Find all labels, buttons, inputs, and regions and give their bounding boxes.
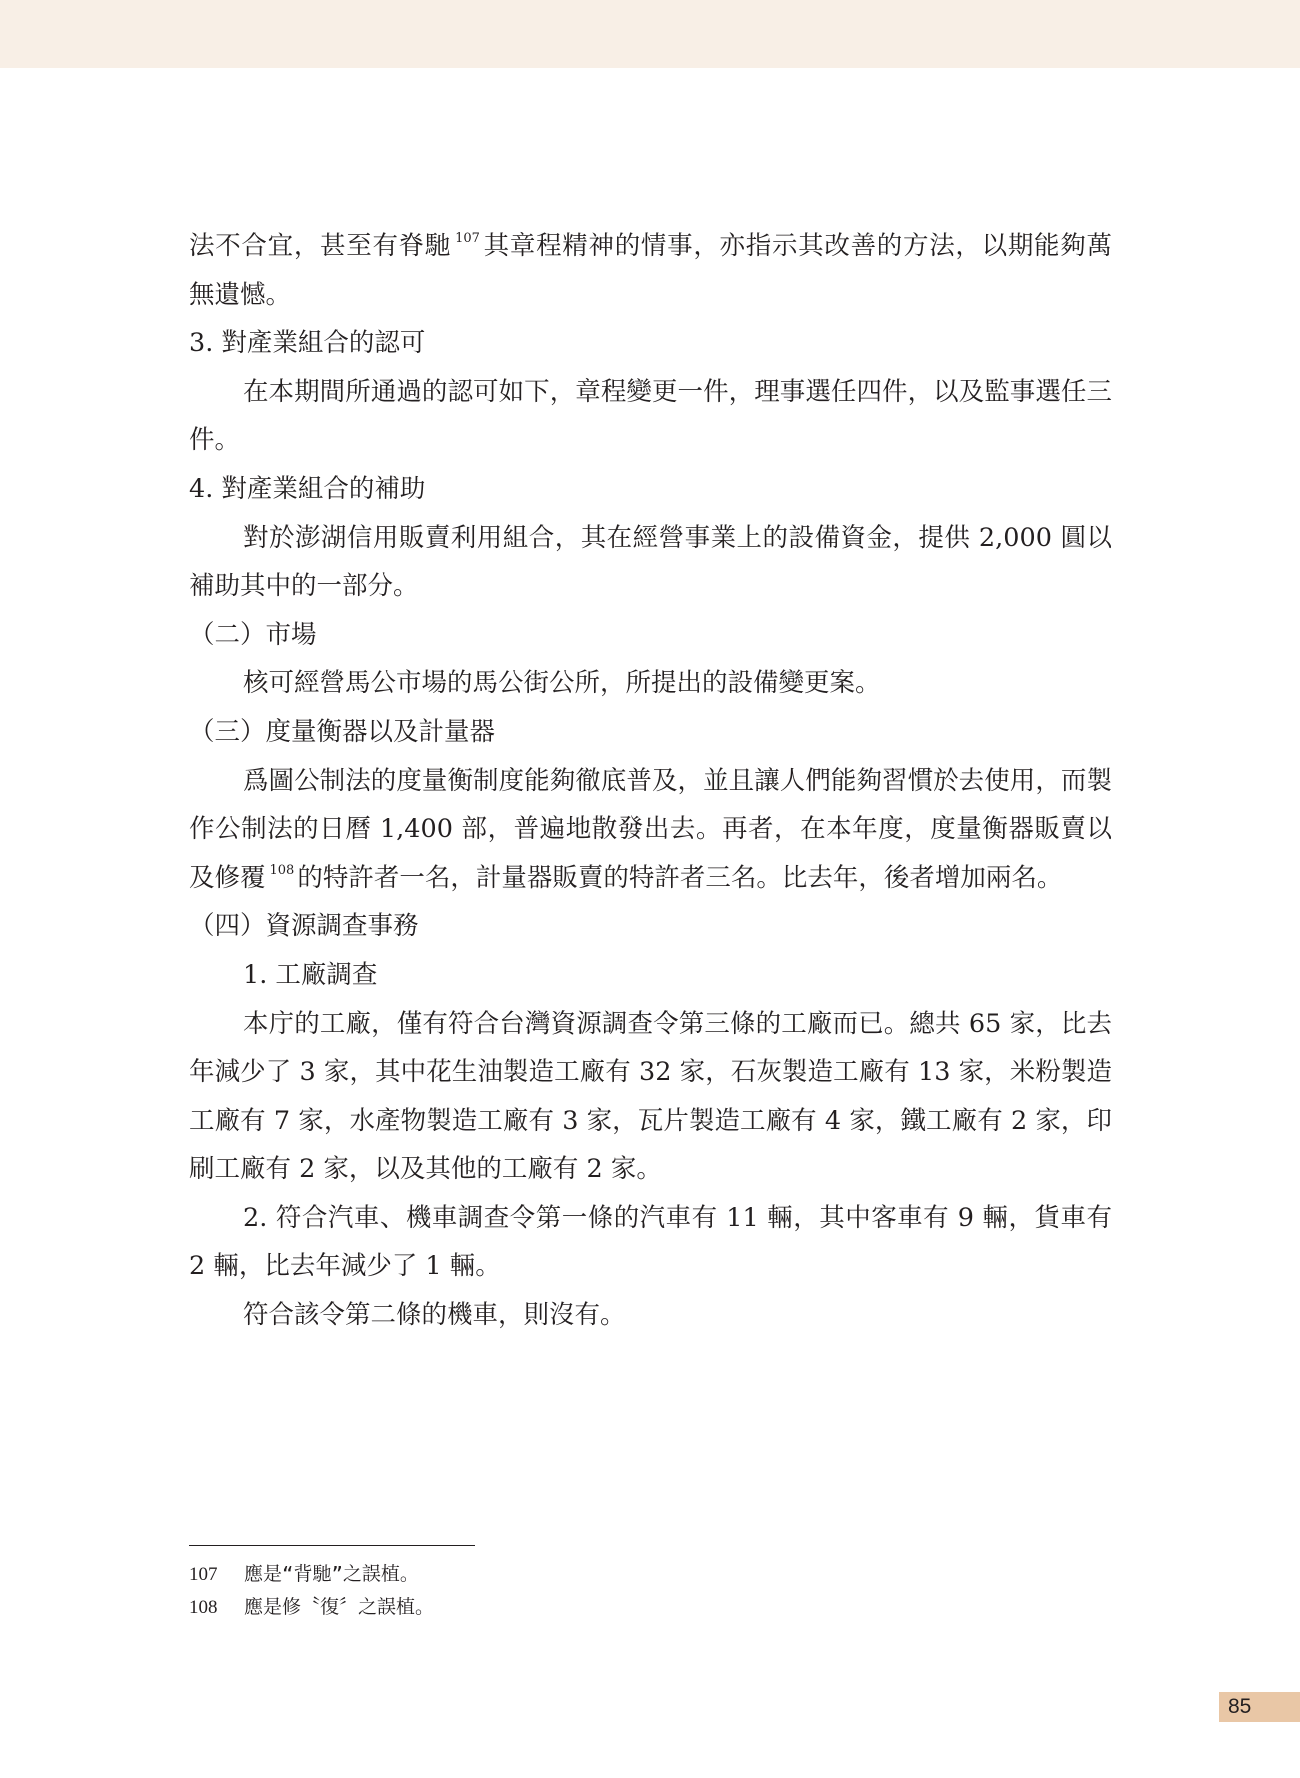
footnote-number: 107 — [189, 1564, 218, 1585]
paragraph: 核可經營馬公市場的馬公街公所，所提出的設備變更案。 — [243, 668, 881, 699]
text-run: 爲圖公制法的度量衡制度能夠徹底普及，並且讓人們能夠習慣於去使用，而製作公制法的日曆 1,400 部，普遍地散發出去。再者，在本年度，度量衡器販賣以及修覆 — [189, 765, 1112, 893]
footnote-text: 應是修〝復〞之誤植。 — [244, 1596, 435, 1618]
section-heading: （二）市場 — [189, 619, 317, 650]
paragraph: 在本期間所通過的認可如下，章程變更一件，理事選任四件，以及監事選任三件。 — [189, 376, 1112, 456]
paragraph: 2. 符合汽車、機車調查令第一條的汽車有 11 輛，其中客車有 9 輛，貨車有 2 輛，比去年減少了 1 輛。 — [189, 1202, 1112, 1282]
footnote-ref-107[interactable]: 107 — [455, 231, 480, 246]
footnotes — [189, 1558, 1089, 1624]
text-run: 法不合宜，甚至有脊馳 — [189, 231, 452, 261]
text-run: 其章程精神的情事，亦指示其改善的方法，以期能夠萬無遺憾。 — [189, 231, 1112, 310]
paragraph — [189, 222, 1112, 319]
section-heading: 4. 對產業組合的補助 — [189, 473, 426, 504]
footnote-divider — [189, 1545, 475, 1546]
text-run: 的特許者一名，計量器販賣的特許者三名。比去年，後者增加兩名。 — [297, 862, 1063, 893]
footnote-ref-108[interactable]: 108 — [269, 862, 295, 878]
footnote-107 — [189, 1558, 1089, 1591]
footnote-108 — [189, 1591, 1089, 1624]
footnote-number: 108 — [189, 1597, 218, 1618]
section-heading: 3. 對產業組合的認可 — [189, 328, 426, 359]
main-body-text — [189, 222, 1112, 1340]
paragraph: 符合該令第二條的機車，則沒有。 — [243, 1300, 626, 1331]
paragraph — [189, 757, 1112, 903]
page-number: 85 — [1228, 1695, 1252, 1718]
paragraph: 本庁的工廠，僅有符合台灣資源調查令第三條的工廠而已。總共 65 家，比去年減少了 3 家，其中花生油製造工廠有 32 家，石灰製造工廠有 13 家，米粉製造工廠有 7 家，水產物製造工廠有 3 家，瓦片製造工廠有 4 家，鐵工廠有 2 家，印刷工廠有 2 家，以及其他的工廠有 2 家。 — [189, 1008, 1112, 1185]
top-header-band — [0, 0, 1300, 68]
footnote-text: 應是“背馳”之誤植。 — [244, 1563, 419, 1585]
paragraph: 對於澎湖信用販賣利用組合，其在經營事業上的設備資金，提供 2,000 圓以補助其中的一部分。 — [189, 522, 1112, 602]
section-heading: （四）資源調查事務 — [189, 911, 419, 942]
section-heading: （三）度量衡器以及計量器 — [189, 716, 496, 747]
subsection-heading: 1. 工廠調查 — [243, 959, 378, 990]
